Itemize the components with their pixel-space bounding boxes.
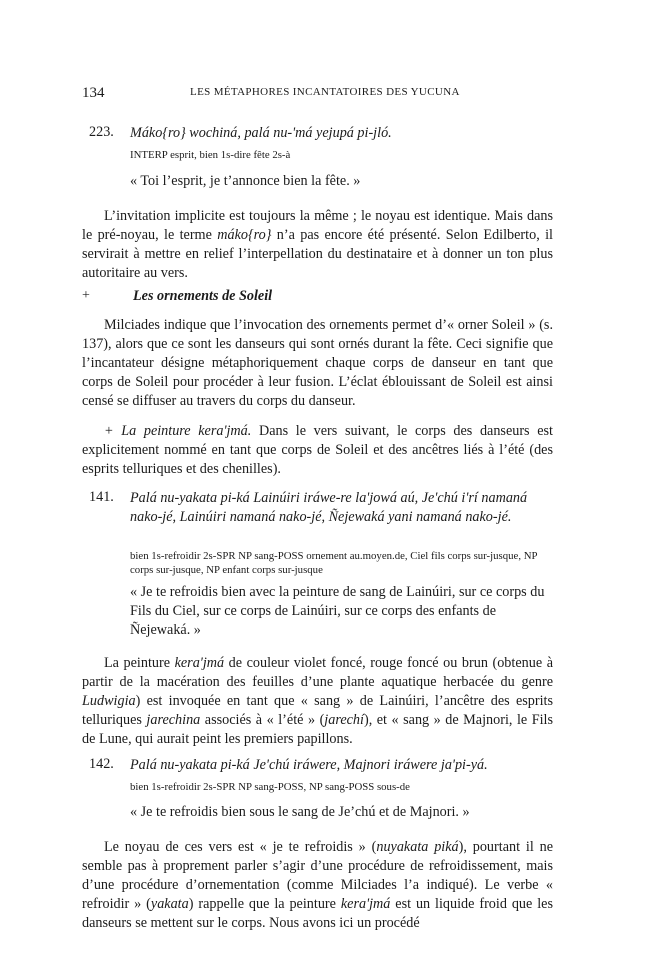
example-gloss: INTERP esprit, bien 1s-dire fête 2s-à: [130, 149, 291, 161]
paragraph: L’invitation implicite est toujours la même ; le noyau est identique. Mais dans le pré-noyau, le terme máko{ro} n’a pas encore été présenté. Selon Edilberto, il servirait à mettre en relief l’interpellation du destinataire et à donner un ton plus autoritaire au vers.: [82, 208, 553, 281]
example-number: 141.: [89, 489, 114, 505]
example-line: Palá nu-yakata pi-ká Je'chú iráwere, Majnori iráwere ja'pi-yá.: [130, 757, 488, 773]
paragraph: Milciades indique que l’invocation des ornements permet d’« orner Soleil » (s. 137), alors que ce sont les danseurs qui sont ornés durant la fête. Ceci signifie que l’incantateur désigne métaphoriquement chaque corps de danseur en tant que corps de Soleil pour procéder à leur fusion. L’éclat éblouissant de Soleil est ainsi censé se diffuser au travers du corps du danseur.: [82, 317, 553, 409]
section-marker: +: [82, 288, 90, 303]
running-header: LES MÉTAPHORES INCANTATOIRES DES YUCUNA: [190, 86, 460, 98]
example-number: 142.: [89, 756, 114, 772]
paragraph: + La peinture kera'jmá. Dans le vers suivant, le corps des danseurs est explicitement nommé en tant que corps de Soleil et des ancêtres liés à l’été (des esprits telluriques et des chenilles).: [82, 423, 553, 477]
section-title: Les ornements de Soleil: [133, 288, 273, 304]
paragraph: La peinture kera'jmá de couleur violet foncé, rouge foncé ou brun (obtenue à partir de la macération des feuilles d’une plante aquatique herbacée du genre Ludwigia) est invoquée en tant que « sang » de Lainúiri, l’ancêtre des esprits telluriques jarechina associés à « l’été » (jarechí), et « sang » de Majnori, le Fils de Lune, qui aurait peint les premiers papillons.: [82, 655, 554, 747]
example-gloss: bien 1s-refroidir 2s-SPR NP sang-POSS ornement au.moyen.de, Ciel fils corps sur-jusque, NP corps sur-jusque, NP enfant corps sur-jusque: [130, 550, 538, 576]
example-line: Máko{ro} wochiná, palá nu-'má yejupá pi-jló.: [130, 125, 392, 141]
example-gloss: bien 1s-refroidir 2s-SPR NP sang-POSS, NP sang-POSS sous-de: [130, 781, 410, 793]
page-number: 134: [82, 85, 105, 101]
example-translation: « Toi l’esprit, je t’annonce bien la fête. »: [130, 173, 361, 189]
paragraph: Le noyau de ces vers est « je te refroidis » (nuyakata piká), pourtant il ne semble pas à proprement parler s’agir d’une procédure de refroidissement, mais d’une procédure d’ornementation (comme Milciades l’a indiqué). Le verbe « refroidir » (yakata) rappelle que la peinture kera'jmá est un liquide froid que les danseurs se mettent sur le corps. Nous avons ici un procédé: [82, 839, 553, 931]
example-translation: « Je te refroidis bien sous le sang de Je’chú et de Majnori. »: [130, 804, 470, 820]
example-line: Palá nu-yakata pi-ká Lainúiri iráwe-re la'jowá aú, Je'chú i'rí namaná nako-jé, Lainúiri namaná nako-jé, Ñejewaká yani namaná nako-jé.: [130, 490, 528, 525]
example-number: 223.: [89, 124, 114, 140]
example-translation: « Je te refroidis bien avec la peinture de sang de Lainúiri, sur ce corps du Fils du Ciel, sur ce corps de Lainúiri, sur ce corps des enfants de Ñejewaká. »: [130, 584, 545, 638]
